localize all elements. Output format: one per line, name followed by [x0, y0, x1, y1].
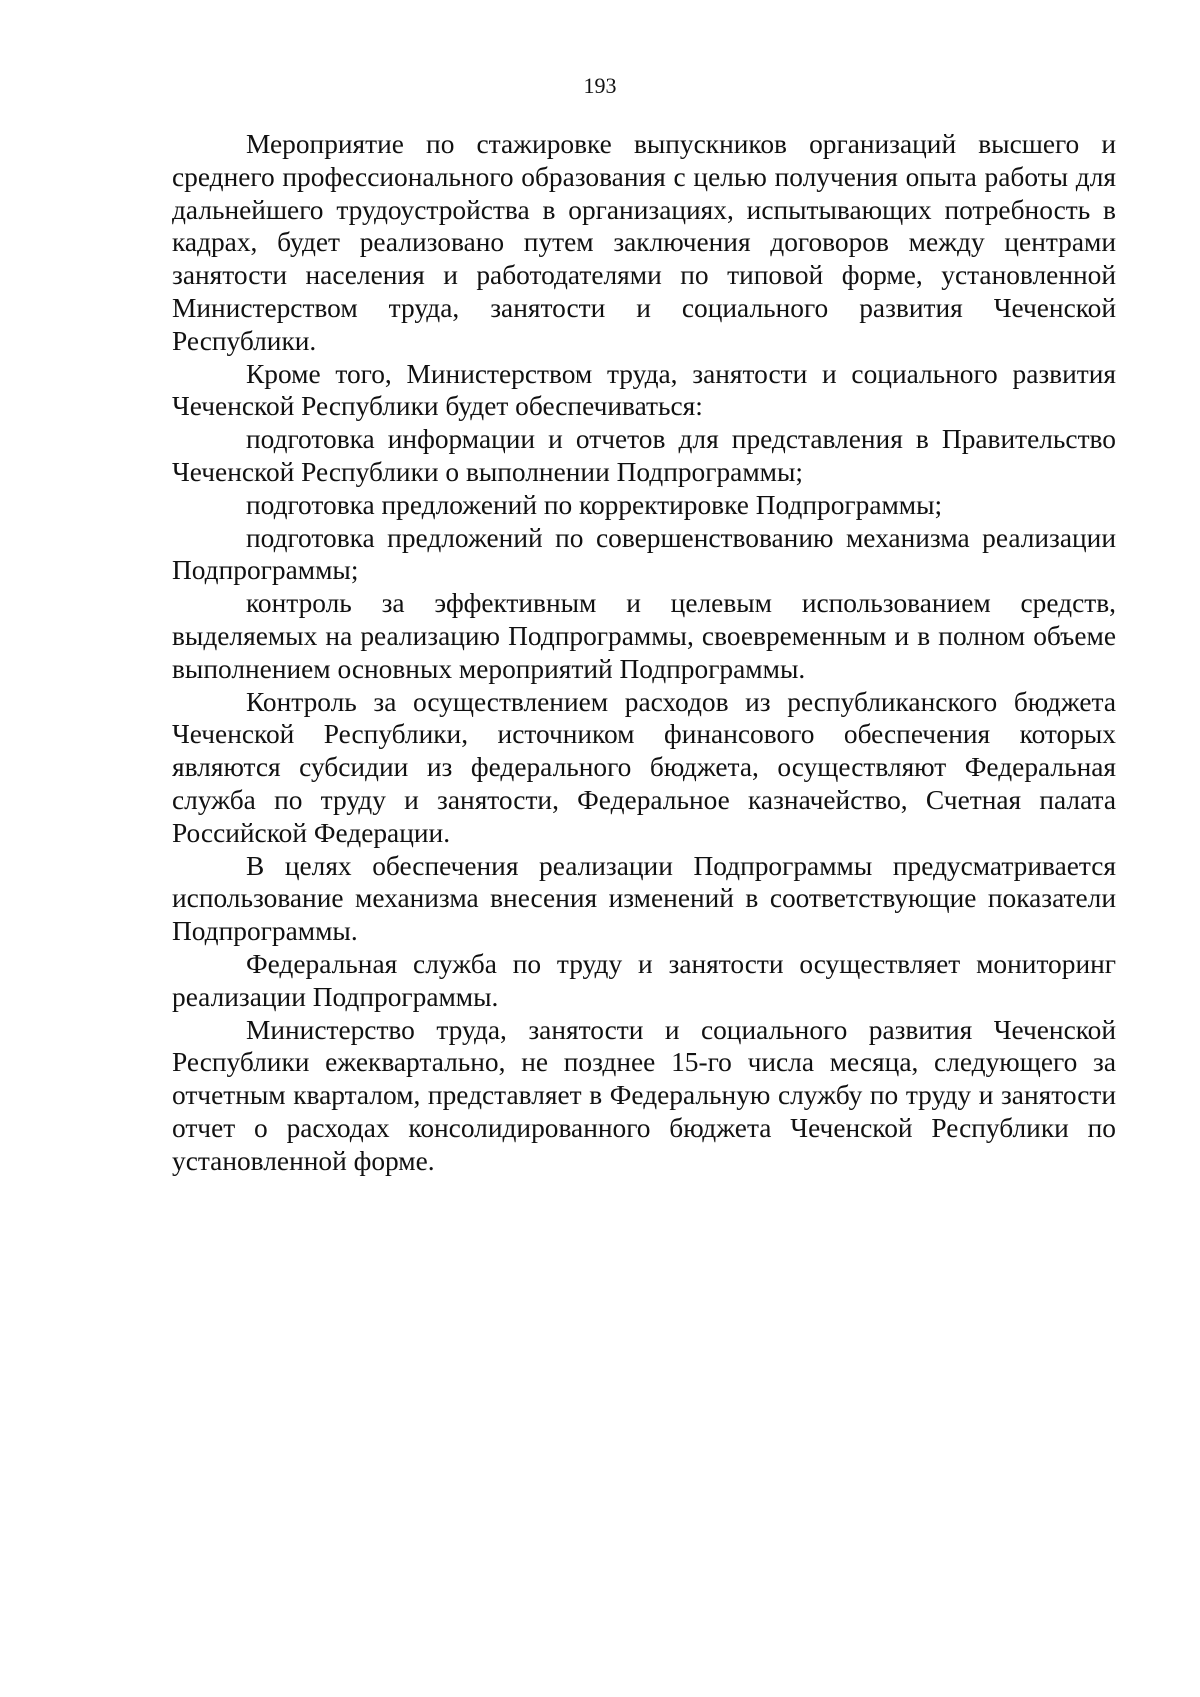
body-text: [172, 128, 1116, 1178]
paragraph: Контроль за осуществлением расходов из республиканского бюджета Чеченской Республики, источником финансового обеспечения которых являются субсидии из федерального бюджета, осуществляют Федеральная служба по труду и занятости, Федеральное казначейство, Счетная палата Российской Федерации.: [172, 686, 1116, 848]
page-number: 193: [583, 73, 617, 98]
list-item: подготовка информации и отчетов для представления в Правительство Чеченской Республики о выполнении Подпрограммы;: [172, 424, 1116, 487]
list-item: подготовка предложений по корректировке Подпрограммы;: [246, 489, 943, 520]
paragraph: Мероприятие по стажировке выпускников организаций высшего и среднего профессионального образования с целью получения опыта работы для дальнейшего трудоустройства в организациях, испытывающих потребность в кадрах, будет реализовано путем заключения договоров между центрами занятости населения и работодателями по типовой форме, установленной Министерством труда, занятости и социального развития Чеченской Республики.: [172, 129, 1116, 356]
paragraph: Кроме того, Министерством труда, занятости и социального развития Чеченской Республики будет обеспечиваться:: [172, 358, 1116, 422]
paragraph: Федеральная служба по труду и занятости осуществляет мониторинг реализации Подпрограммы.: [172, 948, 1116, 1012]
paragraph: В целях обеспечения реализации Подпрограммы предусматривается использование механизма внесения изменений в соответствующие показатели Подпрограммы.: [172, 850, 1116, 947]
list-item: контроль за эффективным и целевым использованием средств, выделяемых на реализацию Подпрограммы, своевременным и в полном объеме выполнением основных мероприятий Подпрограммы.: [172, 588, 1116, 684]
list-item: подготовка предложений по совершенствованию механизма реализации Подпрограммы;: [172, 522, 1116, 586]
paragraph: Министерство труда, занятости и социального развития Чеченской Республики ежеквартально, не позднее 15-го числа месяца, следующего за отчетным кварталом, представляет в Федеральную службу по труду и занятости отчет о расходах консолидированного бюджета Чеченской Республики по установленной форме.: [172, 1014, 1116, 1176]
